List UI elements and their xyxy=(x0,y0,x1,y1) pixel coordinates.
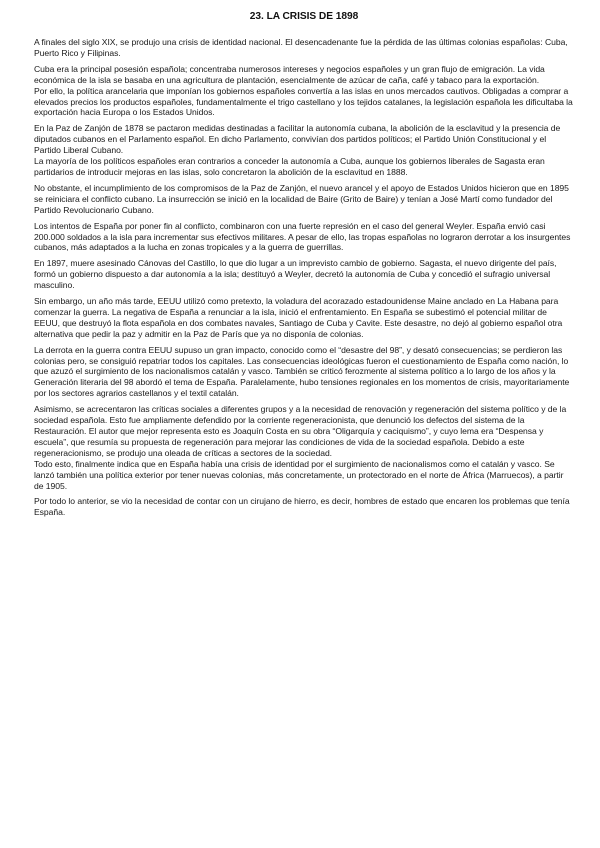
paragraph-regeneracionismo: Asimismo, se acrecentaron las críticas sociales a diferentes grupos y a la necesidad de renovación y regeneración del sistema político y de la sociedad española. Esto fue ampliamente defendido por la corriente regeneracionista, que denunció los defectos del sistema de la Restauración. El autor que mejor representa esto es Joaquín Costa en su obra “Oligarquía y caciquismo”, y cuyo lema era “Despensa y escuela”, que resumía su propuesta de regeneración para mejorar las condiciones de vida de la sociedad española. Debido a este regeneracionismo, se produjo una oleada de críticas a sectores de la sociedad. xyxy=(34,404,567,458)
paragraph-weyler-repression: Los intentos de España por poner fin al conflicto, combinaron con una fuerte represión en el caso del general Weyler. España envió casi 200.000 soldados a la isla para incrementar sus efectivos militares. A pesar de ello, las tropas españolas no lograron derrotar a los insurgentes cubanos, más adaptados a la lucha en zonas tropicales y a la guerra de guerrillas. xyxy=(34,220,571,253)
paragraph-intro: A finales del siglo XIX, se produjo una crisis de identidad nacional. El desencadenante fue la pérdida de las últimas colonias españolas: Cuba, Puerto Rico y Filipinas. xyxy=(34,37,568,58)
paragraph-maine-war: Sin embargo, un año más tarde, EEUU utilizó como pretexto, la voladura del acorazado estadounidense Maine anclado en La Habana para comenzar la guerra. La negativa de España a renunciar a la isla, inició el enfrentamiento. En España se subestimó el potencial militar de EEUU, que destruyó la flota española en dos combates navales, Santiago de Cuba y Cavite. Este desastre, no dejó al gobierno español otra alternativa que pedir la paz y admitir en la Paz de París que ya no disponía de colonias. xyxy=(34,296,563,339)
paragraph-conclusion: Por todo lo anterior, se vio la necesidad de contar con un cirujano de hierro, es decir, hombres de estado que encaren los problemas que tenía España. xyxy=(34,496,570,518)
paragraph-identity-crisis: Todo esto, finalmente indica que en España había una crisis de identidad por el surgimiento de nacionalismos como el catalán y vasco. Se lanzó también una política exterior por tener nuevas colonias, más concretamente, un protectorado en el norte de África (Marruecos), a partir de 1905. xyxy=(34,458,564,491)
paragraph-tariff-policy: Por ello, la política arancelaria que imponían los gobiernos españoles convertía a las islas en unos mercados cautivos. Obligadas a comprar a elevados precios los productos españoles, fundamentalmente el trigo castellano y los tejidos catalanes, la legislación española les dificultaba la exportación hacia Europa o los Estados Unidos. xyxy=(34,85,573,118)
paragraph-cuba-economy: Cuba era la principal posesión española; concentraba numerosos intereses y negocios españoles y un gran flujo de emigración. La vida económica de la isla se basaba en una agricultura de plantación, esencialmente de azúcar de caña, café y tabaco para la exportación. xyxy=(34,63,545,85)
paragraph-desastre-98: La derrota en la guerra contra EEUU supuso un gran impacto, conocido como el “desastre del 98”, y desató consecuencias; se perdieron las colonias pero, se consiguió repatriar todos los capitales. Las consecuencias ideológicas fueron el cuestionamiento de España como nación, lo que azuzó el surgimiento de los nacionalismos catalán y vasco. También se criticó ferozmente al sistema político a lo largo de los años y la Generación literaria del 98 abordó el tema de España. Paralelamente, hubo tensiones regionales en los momentos de crisis, mayoritariamente por los sectores agrarios castellanos y el textil catalán. xyxy=(34,344,570,399)
paragraph-autonomy-opposition: La mayoría de los políticos españoles eran contrarios a conceder la autonomía a Cuba, aunque los gobiernos liberales de Sagasta eran partidarios de introducir mejoras en las islas, solo concretaron la abolición de la esclavitud en 1888. xyxy=(34,156,545,177)
document-page xyxy=(34,10,574,523)
paragraph-paz-de-zanjon: En la Paz de Zanjón de 1878 se pactaron medidas destinadas a facilitar la autonomía cubana, la abolición de la esclavitud y la presencia de diputados cubanos en el Parlamento español. En dicho Parlamento, convivían dos partidos políticos; el Partido Unión Constitucional y el Partido Liberal Cubano. xyxy=(34,123,561,156)
paragraph-conflict-1895: No obstante, el incumplimiento de los compromisos de la Paz de Zanjón, el nuevo arancel y el apoyo de Estados Unidos hicieron que en 1895 se reiniciara el conflicto cubano. La insurrección se inició en la localidad de Baire (Grito de Baire) y tenían a José Martí como fundador del Partido Revolucionario Cubano. xyxy=(34,182,569,215)
document-title: 23. LA CRISIS DE 1898 xyxy=(249,11,359,22)
paragraph-canovas-sagasta: En 1897, muere asesinado Cánovas del Castillo, lo que dio lugar a un imprevisto cambio de gobierno. Sagasta, el nuevo dirigente del país, formó un gobierno dispuesto a dar autonomía a la isla; destituyó a Weyler, decretó la autonomía de Cuba y concedió el sufragio universal masculino. xyxy=(34,258,557,291)
